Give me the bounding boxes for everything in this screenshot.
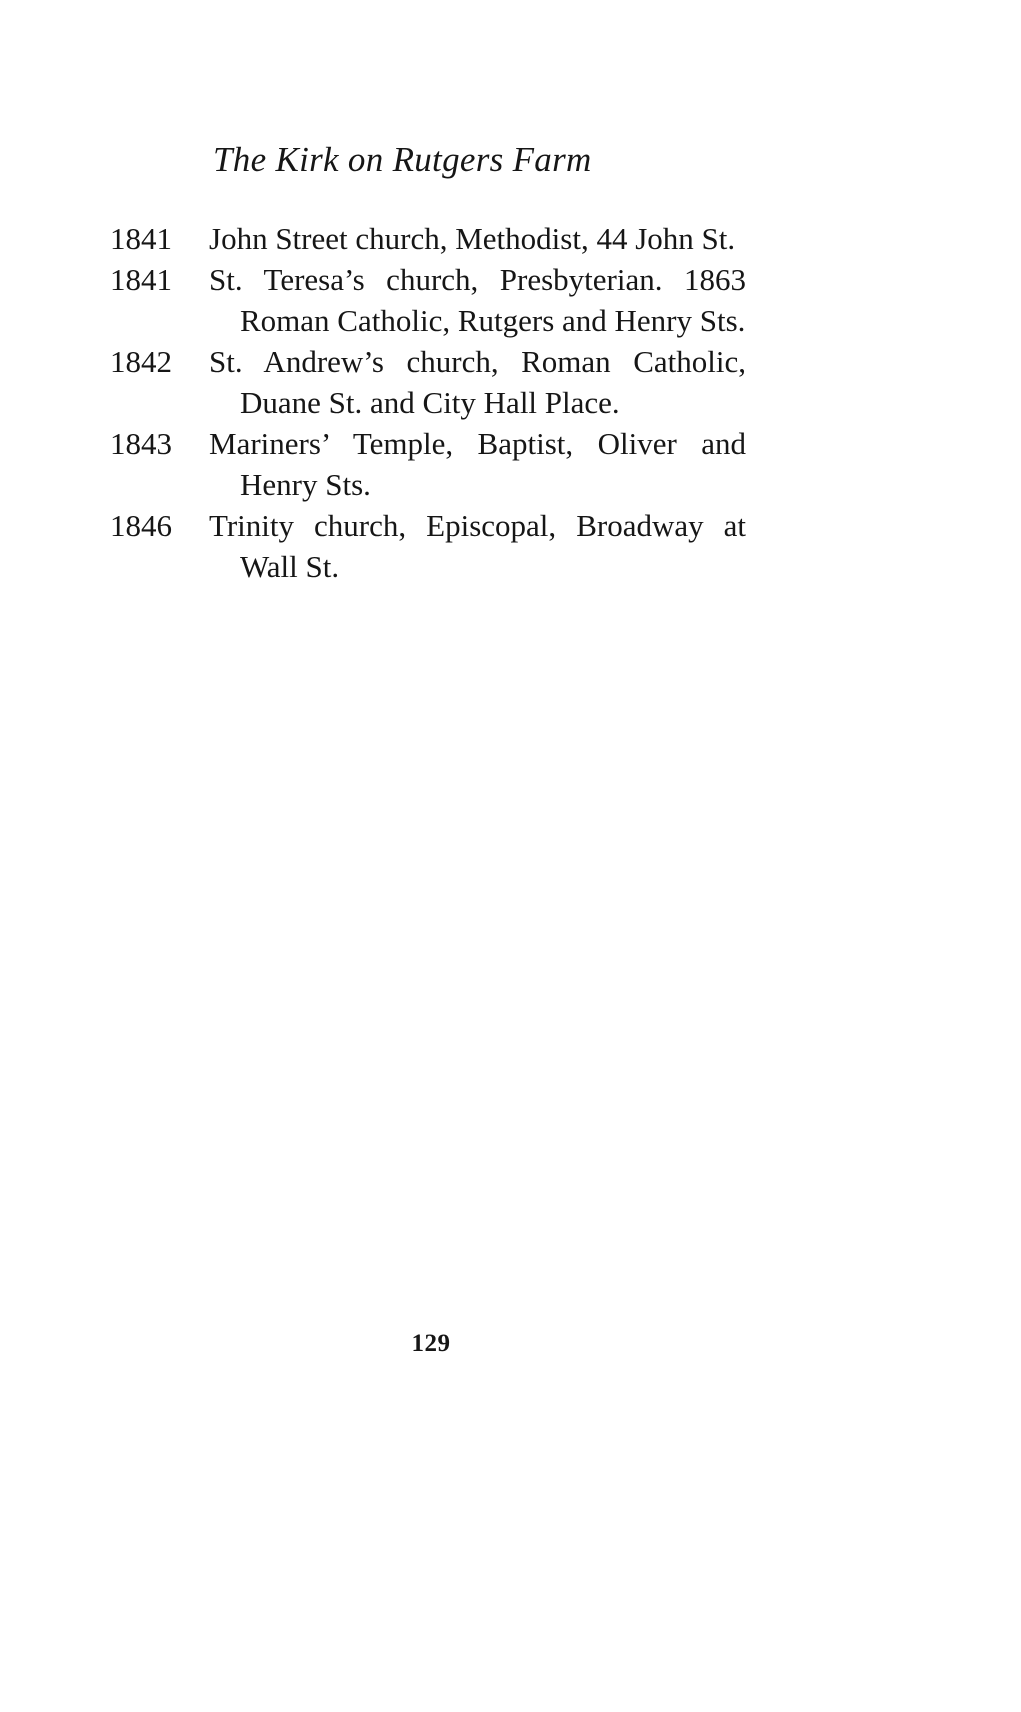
list-item [110, 218, 746, 259]
entry-text: St. Teresa’s church, Presbyterian. 1863 Roman Catholic, Rutgers and Henry Sts. [209, 262, 746, 338]
entry-year: 1843 [110, 426, 172, 461]
running-head: The Kirk on Rutgers Farm [213, 140, 592, 179]
entry-year: 1841 [110, 262, 172, 297]
entry-text: Trinity church, Episcopal, Broadway at Wall St. [209, 508, 746, 584]
church-list [110, 218, 746, 587]
page-number: 129 [411, 1330, 451, 1357]
entry-text: St. Andrew’s church, Roman Catholic, Duane St. and City Hall Place. [209, 344, 746, 420]
entry-text: Mariners’ Temple, Baptist, Oliver and Henry Sts. [209, 426, 746, 502]
list-item [110, 259, 746, 341]
list-item [110, 505, 746, 587]
entry-year: 1841 [110, 221, 172, 256]
entry-year: 1846 [110, 508, 172, 543]
entry-text: John Street church, Methodist, 44 John St. [209, 221, 736, 256]
list-item [110, 423, 746, 505]
list-item [110, 341, 746, 423]
entry-year: 1842 [110, 344, 172, 379]
